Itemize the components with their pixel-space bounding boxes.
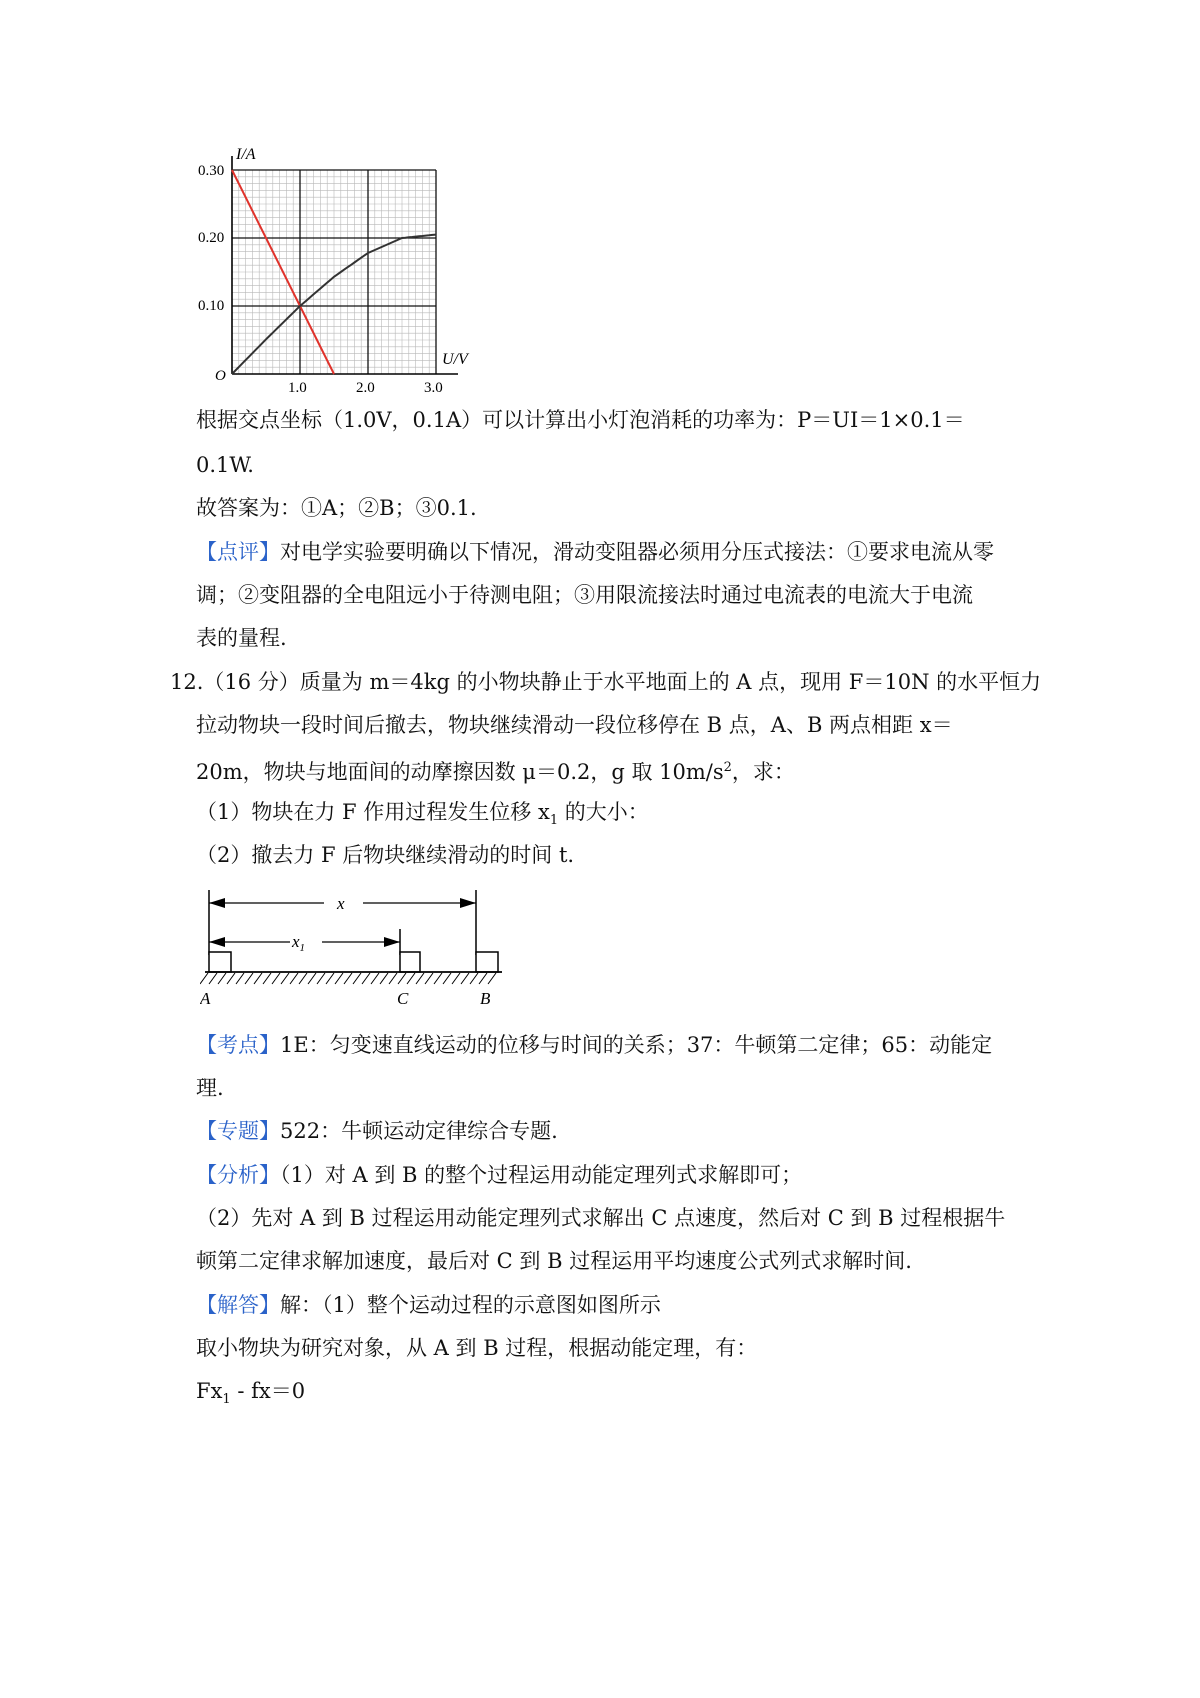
jieda-tag: 【解答】	[196, 1293, 280, 1317]
eq-text: Fx	[196, 1379, 223, 1403]
kaodian-line-2: 理.	[196, 1076, 224, 1100]
hatch-line	[398, 973, 406, 984]
review-line-1	[196, 537, 994, 567]
kaodian-tag: 【考点】	[196, 1033, 280, 1057]
hatch-line	[461, 973, 469, 984]
origin-label: O	[215, 368, 226, 384]
label-x1: $x_1$	[292, 932, 306, 954]
sub-question-1	[196, 797, 649, 836]
hatch-line	[308, 973, 316, 984]
jieda-text: 解：（1）整个运动过程的示意图如图所示	[280, 1293, 661, 1317]
hatch-line	[416, 973, 424, 984]
hatch-line	[488, 973, 496, 984]
x-axis-label: U/V	[442, 351, 468, 368]
hatch-line	[245, 973, 253, 984]
y-tick-label: 0.10	[198, 298, 225, 314]
hatch-line	[227, 973, 235, 984]
eq-tail: - fx＝0	[230, 1379, 306, 1403]
hatch-line	[236, 973, 244, 984]
block-at-b	[476, 952, 498, 972]
eq-subscript: 1	[222, 1392, 231, 1408]
fenxi-line-2: （2）先对 A 到 B 过程运用动能定理列式求解出 C 点速度，然后对 C 到 B 过程根据牛	[196, 1206, 1006, 1230]
motion-diagram	[200, 885, 520, 1015]
x-tick-label: 1.0	[288, 380, 307, 396]
kaodian-text: 1E：匀变速直线运动的位移与时间的关系；37：牛顿第二定律；65：动能定	[280, 1033, 993, 1057]
hatch-line	[380, 973, 388, 984]
iv-curve-chart	[196, 148, 486, 433]
ground-hatching	[200, 973, 496, 984]
hatch-line	[290, 973, 298, 984]
label-c: C	[397, 989, 409, 1008]
sub1-tail: 的大小：	[558, 800, 649, 824]
x1-arrow-left	[209, 937, 225, 947]
hatch-line	[452, 973, 460, 984]
hatch-line	[362, 973, 370, 984]
superscript: 2	[723, 760, 732, 775]
sub1-text: （1）物块在力 F 作用过程发生位移 x	[196, 800, 550, 824]
question-12-line-1: 12.（16 分）质量为 m＝4kg 的小物块静止于水平地面上的 A 点，现用 F＝10N 的水平恒力	[170, 670, 1042, 694]
hatch-line	[407, 973, 415, 984]
x-tick-label: 3.0	[424, 380, 443, 396]
zhuanti-tag: 【专题】	[196, 1119, 280, 1143]
fenxi-text: （1）对 A 到 B 的整个过程运用动能定理列式求解即可；	[280, 1163, 803, 1187]
x-arrow-left	[209, 898, 225, 908]
x-arrow-right	[460, 898, 476, 908]
sub-question-2: （2）撤去力 F 后物块继续滑动的时间 t.	[196, 843, 575, 867]
hatch-line	[209, 973, 217, 984]
question-12-line-2: 拉动物块一段时间后撤去，物块继续滑动一段位移停在 B 点，A、B 两点相距 x＝	[196, 713, 953, 737]
hatch-line	[434, 973, 442, 984]
hatch-line	[200, 973, 208, 984]
hatch-line	[281, 973, 289, 984]
zhuanti-line	[196, 1116, 558, 1146]
fenxi-tag: 【分析】	[196, 1163, 280, 1187]
x-tick-label: 2.0	[356, 380, 375, 396]
y-tick-label: 0.20	[198, 230, 225, 246]
block-at-c	[400, 952, 420, 972]
equation-line	[196, 1376, 305, 1415]
fenxi-line-3: 顿第二定律求解加速度，最后对 C 到 B 过程运用平均速度公式列式求解时间.	[196, 1249, 912, 1273]
hatch-line	[479, 973, 487, 984]
hatch-line	[470, 973, 478, 984]
review-line-2: 调；②变阻器的全电阻远小于待测电阻；③用限流接法时通过电流表的电流大于电流	[196, 583, 973, 607]
power-calc-line-2: 0.1W.	[196, 453, 254, 477]
question-12-line-3	[196, 753, 795, 787]
zhuanti-text: 522：牛顿运动定律综合专题.	[280, 1119, 558, 1143]
hatch-line	[218, 973, 226, 984]
hatch-line	[389, 973, 397, 984]
hatch-line	[299, 973, 307, 984]
q12-line3-text: 20m，物块与地面间的动摩擦因数 μ＝0.2，g 取 10m/s	[196, 760, 724, 784]
fenxi-line-1	[196, 1160, 802, 1190]
block-at-a	[209, 952, 231, 972]
answer-line: 故答案为：①A；②B；③0.1.	[196, 496, 477, 520]
hatch-line	[425, 973, 433, 984]
hatch-line	[335, 973, 343, 984]
label-a: A	[200, 989, 211, 1008]
hatch-line	[353, 973, 361, 984]
q12-line3-tail: ，求：	[731, 760, 795, 784]
hatch-line	[317, 973, 325, 984]
review-tag: 【点评】	[196, 540, 280, 564]
x1-arrow-right	[384, 937, 400, 947]
jieda-line-1	[196, 1290, 661, 1320]
hatch-line	[272, 973, 280, 984]
y-tick-label: 0.30	[198, 163, 225, 179]
hatch-line	[254, 973, 262, 984]
hatch-line	[263, 973, 271, 984]
hatch-line	[371, 973, 379, 984]
review-text: 对电学实验要明确以下情况，滑动变阻器必须用分压式接法：①要求电流从零	[280, 540, 994, 564]
label-b: B	[480, 989, 491, 1008]
subscript: 1	[549, 813, 559, 829]
hatch-line	[326, 973, 334, 984]
hatch-line	[443, 973, 451, 984]
review-line-3: 表的量程.	[196, 626, 287, 650]
jieda-line-2: 取小物块为研究对象，从 A 到 B 过程，根据动能定理，有：	[196, 1336, 758, 1360]
power-calc-line-1: 根据交点坐标（1.0V，0.1A）可以计算出小灯泡消耗的功率为：P＝UI＝1×0.1＝	[196, 408, 965, 432]
hatch-line	[344, 973, 352, 984]
kaodian-line-1	[196, 1030, 992, 1060]
label-x: x	[337, 894, 345, 913]
y-axis-label: I/A	[236, 148, 256, 163]
